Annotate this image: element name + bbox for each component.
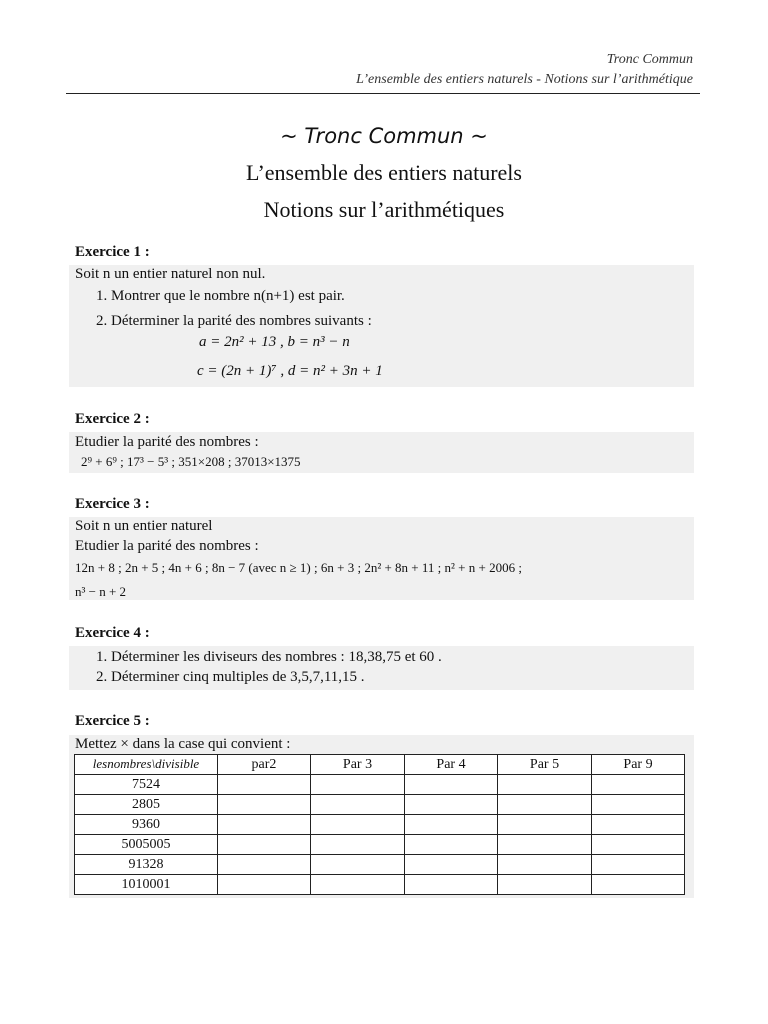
- ex2-box: [69, 432, 694, 473]
- ex1-item2: 2. Déterminer la parité des nombres suivants :: [96, 313, 372, 329]
- column-header: Par 5: [498, 755, 592, 775]
- ex4-item1: 1. Déterminer les diviseurs des nombres : 18,38,75 et 60 .: [96, 649, 442, 665]
- answer-cell[interactable]: [592, 775, 685, 795]
- row-number: 5005005: [75, 835, 218, 855]
- answer-cell[interactable]: [218, 795, 311, 815]
- table-row: [75, 835, 685, 855]
- answer-cell[interactable]: [592, 795, 685, 815]
- row-number: 9360: [75, 815, 218, 835]
- corner-label-right: divisible: [155, 756, 200, 771]
- row-number: 91328: [75, 855, 218, 875]
- answer-cell[interactable]: [405, 855, 498, 875]
- table-header-row: [75, 755, 685, 775]
- ex4-item2: 2. Déterminer cinq multiples de 3,5,7,11,15 .: [96, 669, 365, 685]
- column-header: par2: [218, 755, 311, 775]
- answer-cell[interactable]: [592, 835, 685, 855]
- answer-cell[interactable]: [498, 775, 592, 795]
- answer-cell[interactable]: [592, 855, 685, 875]
- header-topic: L’ensemble des entiers naturels - Notions sur l’arithmétique: [356, 72, 693, 87]
- ex3-box: [69, 517, 694, 600]
- answer-cell[interactable]: [311, 875, 405, 895]
- ex1-box: [69, 265, 694, 387]
- answer-cell[interactable]: [311, 795, 405, 815]
- table-row: [75, 875, 685, 895]
- ex1-eq1: a = 2n² + 13 , b = n³ − n: [199, 334, 350, 350]
- ex1-item1: 1. Montrer que le nombre n(n+1) est pair.: [96, 288, 345, 304]
- divisibility-table: [74, 754, 685, 895]
- table-row: [75, 775, 685, 795]
- ex3-intro1: Soit n un entier naturel: [75, 518, 213, 534]
- table-row: [75, 795, 685, 815]
- ex5-title: Exercice 5 :: [75, 713, 150, 729]
- answer-cell[interactable]: [405, 775, 498, 795]
- row-number: 1010001: [75, 875, 218, 895]
- answer-cell[interactable]: [311, 835, 405, 855]
- header-course: Tronc Commun: [606, 52, 693, 67]
- table-corner-cell: [75, 755, 218, 775]
- answer-cell[interactable]: [218, 815, 311, 835]
- answer-cell[interactable]: [498, 875, 592, 895]
- ex5-intro: Mettez × dans la case qui convient :: [75, 736, 291, 752]
- column-header: Par 4: [405, 755, 498, 775]
- answer-cell[interactable]: [311, 855, 405, 875]
- answer-cell[interactable]: [405, 875, 498, 895]
- answer-cell[interactable]: [218, 835, 311, 855]
- ex3-intro2: Etudier la parité des nombres :: [75, 538, 259, 554]
- column-header: Par 9: [592, 755, 685, 775]
- table-row: [75, 855, 685, 875]
- answer-cell[interactable]: [218, 775, 311, 795]
- doc-title-main: L’ensemble des entiers naturels: [246, 160, 522, 185]
- ex4-title: Exercice 4 :: [75, 625, 150, 641]
- doc-title-course: ~ Tronc Commun ~: [280, 124, 488, 148]
- ex1-title: Exercice 1 :: [75, 244, 150, 260]
- ex3-list1: 12n + 8 ; 2n + 5 ; 4n + 6 ; 8n − 7 (avec n ≥ 1) ; 6n + 3 ; 2n² + 8n + 11 ; n² + n + 2006 ;: [75, 560, 522, 575]
- doc-title-sub: Notions sur l’arithmétiques: [263, 197, 505, 222]
- answer-cell[interactable]: [498, 835, 592, 855]
- ex3-list2: n³ − n + 2: [75, 584, 127, 599]
- column-header: Par 3: [311, 755, 405, 775]
- answer-cell[interactable]: [592, 875, 685, 895]
- answer-cell[interactable]: [498, 795, 592, 815]
- ex2-intro: Etudier la parité des nombres :: [75, 434, 259, 450]
- ex1-eq2: c = (2n + 1)⁷ , d = n² + 3n + 1: [197, 363, 383, 379]
- header-rule: [66, 93, 700, 94]
- ex1-intro: Soit n un entier naturel non nul.: [75, 266, 266, 282]
- row-number: 2805: [75, 795, 218, 815]
- answer-cell[interactable]: [311, 775, 405, 795]
- corner-label-left: lesnombres: [92, 756, 152, 771]
- corner-slash: \: [151, 756, 156, 771]
- answer-cell[interactable]: [498, 855, 592, 875]
- answer-cell[interactable]: [405, 815, 498, 835]
- table-row: [75, 815, 685, 835]
- ex2-list: 2⁹ + 6⁹ ; 17³ − 5³ ; 351×208 ; 37013×1375: [81, 454, 301, 469]
- answer-cell[interactable]: [311, 815, 405, 835]
- answer-cell[interactable]: [218, 855, 311, 875]
- ex2-title: Exercice 2 :: [75, 411, 150, 427]
- answer-cell[interactable]: [405, 795, 498, 815]
- answer-cell[interactable]: [498, 815, 592, 835]
- row-number: 7524: [75, 775, 218, 795]
- ex3-title: Exercice 3 :: [75, 496, 150, 512]
- answer-cell[interactable]: [592, 815, 685, 835]
- ex4-box: [69, 646, 694, 690]
- answer-cell[interactable]: [218, 875, 311, 895]
- answer-cell[interactable]: [405, 835, 498, 855]
